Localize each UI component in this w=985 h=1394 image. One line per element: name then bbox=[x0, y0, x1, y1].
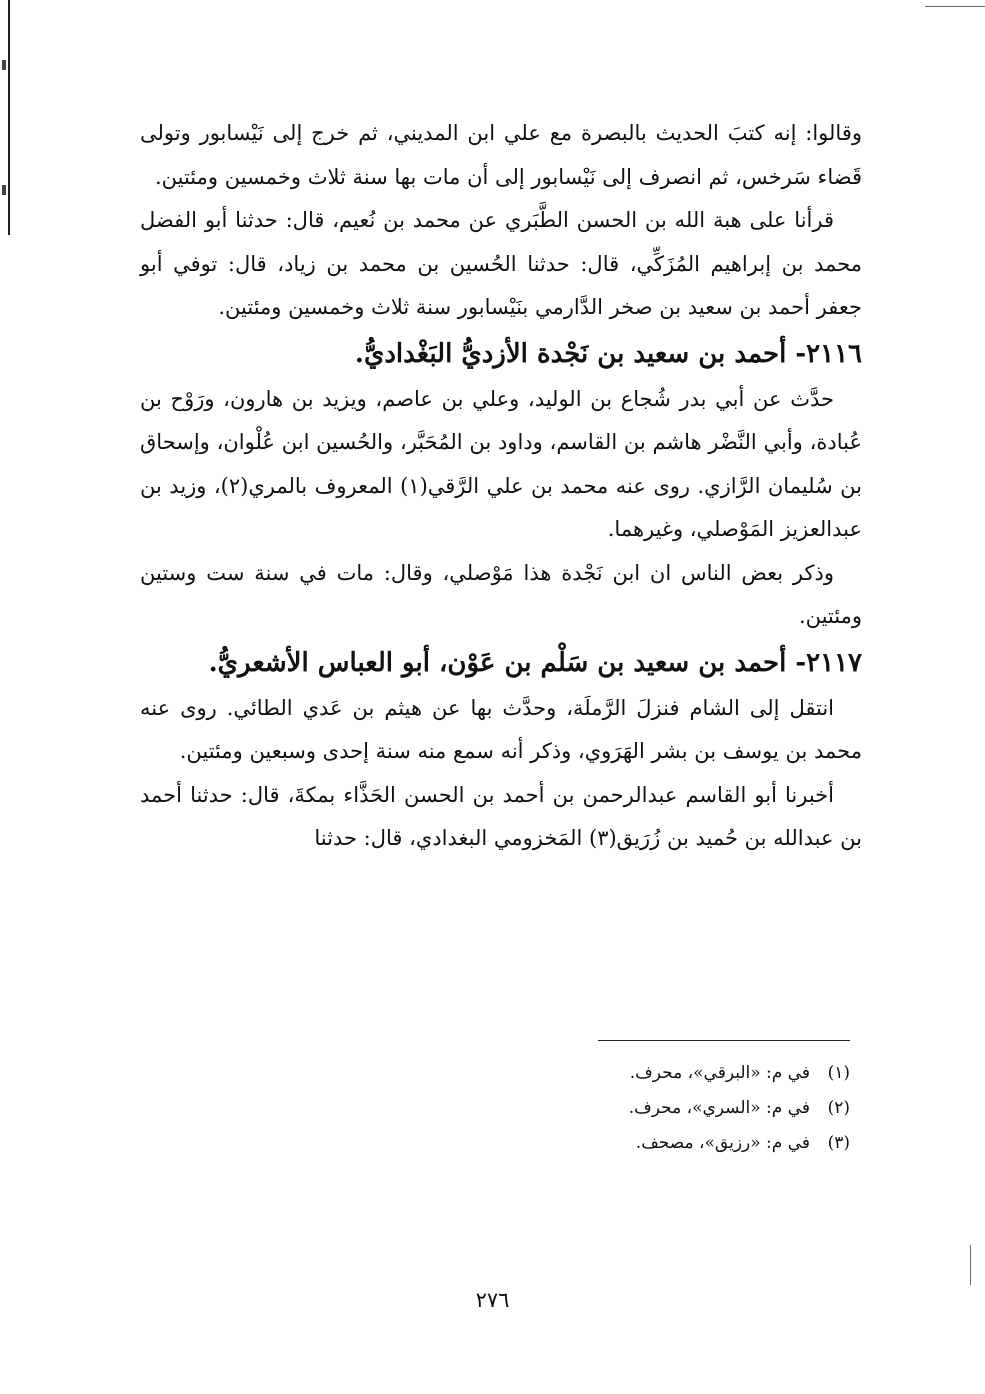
paragraph: وذكر بعض الناس ان ابن نَجْدة هذا مَوْصلي، وقال: مات في سنة ست وستين ومئتين. bbox=[140, 560, 862, 628]
entry-heading: ٢١١٦- أحمد بن سعيد بن نَجْدة الأزديُّ البَغْداديُّ. bbox=[354, 338, 862, 369]
footnotes bbox=[430, 1056, 850, 1161]
footnote-separator bbox=[598, 1040, 850, 1041]
page-edge-mark bbox=[2, 60, 6, 70]
paragraph: وقالوا: إنه كتبَ الحديث بالبصرة مع علي ابن المديني، ثم خرج إلى نَيْسابور وتولى قَضاء سَرخس، ثم انصرف إلى نَيْسابور إلى أن مات بها سنة ثلاث وخمسين ومئتين. bbox=[140, 121, 862, 189]
paragraph: أخبرنا أبو القاسم عبدالرحمن بن أحمد بن الحسن الحَذَّاء بمكةَ، قال: حدثنا أحمد بن عبدالله بن حُميد بن زُرَيق(٣) المَخزومي البغدادي، قال: حدثنا bbox=[140, 782, 862, 850]
page-body bbox=[140, 112, 862, 861]
page-number: ٢٧٦ bbox=[475, 1288, 510, 1312]
page-edge-line bbox=[8, 0, 10, 235]
paragraph: انتقل إلى الشام فنزلَ الرَّملَة، وحدَّث بها عن هيثم بن عَدي الطائي. روى عنه محمد بن يوسف بن بشر الهَرَوي، وذكر أنه سمع منه سنة إحدى وسبعين ومئتين. bbox=[140, 695, 862, 763]
footnote-text: في م: «البرقي»، محرف. bbox=[629, 1063, 810, 1083]
paragraph: قرأنا على هبة الله بن الحسن الطَّبَري عن محمد بن نُعيم، قال: حدثنا أبو الفضل محمد بن إبراهيم المُزَكِّي، قال: حدثنا الحُسين بن محمد بن زياد، قال: توفي أبو جعفر أحمد بن سعيد بن صخر الدَّارمي بنَيْسابور سنة ثلاث وخمسين ومئتين. bbox=[140, 208, 862, 319]
footnote bbox=[430, 1056, 850, 1091]
page-edge-mark bbox=[2, 185, 6, 195]
footnote-text: في م: «رزيق»، مصحف. bbox=[635, 1133, 810, 1153]
entry-heading: ٢١١٧- أحمد بن سعيد بن سَلْم بن عَوْن، أبو العباس الأشعريُّ. bbox=[208, 647, 862, 678]
page-edge-line bbox=[970, 1245, 971, 1285]
page-edge-line bbox=[925, 6, 985, 7]
footnote-number: (٣) bbox=[827, 1133, 850, 1153]
footnote bbox=[430, 1126, 850, 1161]
footnote-text: في م: «السري»، محرف. bbox=[628, 1098, 810, 1118]
footnote-number: (١) bbox=[827, 1063, 850, 1083]
footnote bbox=[430, 1091, 850, 1126]
paragraph: حدَّث عن أبي بدر شُجاع بن الوليد، وعلي بن عاصم، ويزيد بن هارون، ورَوْح بن عُبادة، وأبي النَّضْر هاشم بن القاسم، وداود بن المُحَبَّر، والحُسين ابن عُلْوان، وإسحاق بن سُليمان الرَّازي. روى عنه محمد بن علي الرَّقي(١) المعروف بالمري(٢)، وزيد بن عبدالعزيز المَوْصلي، وغيرهما. bbox=[140, 386, 863, 541]
footnote-number: (٢) bbox=[827, 1098, 850, 1118]
